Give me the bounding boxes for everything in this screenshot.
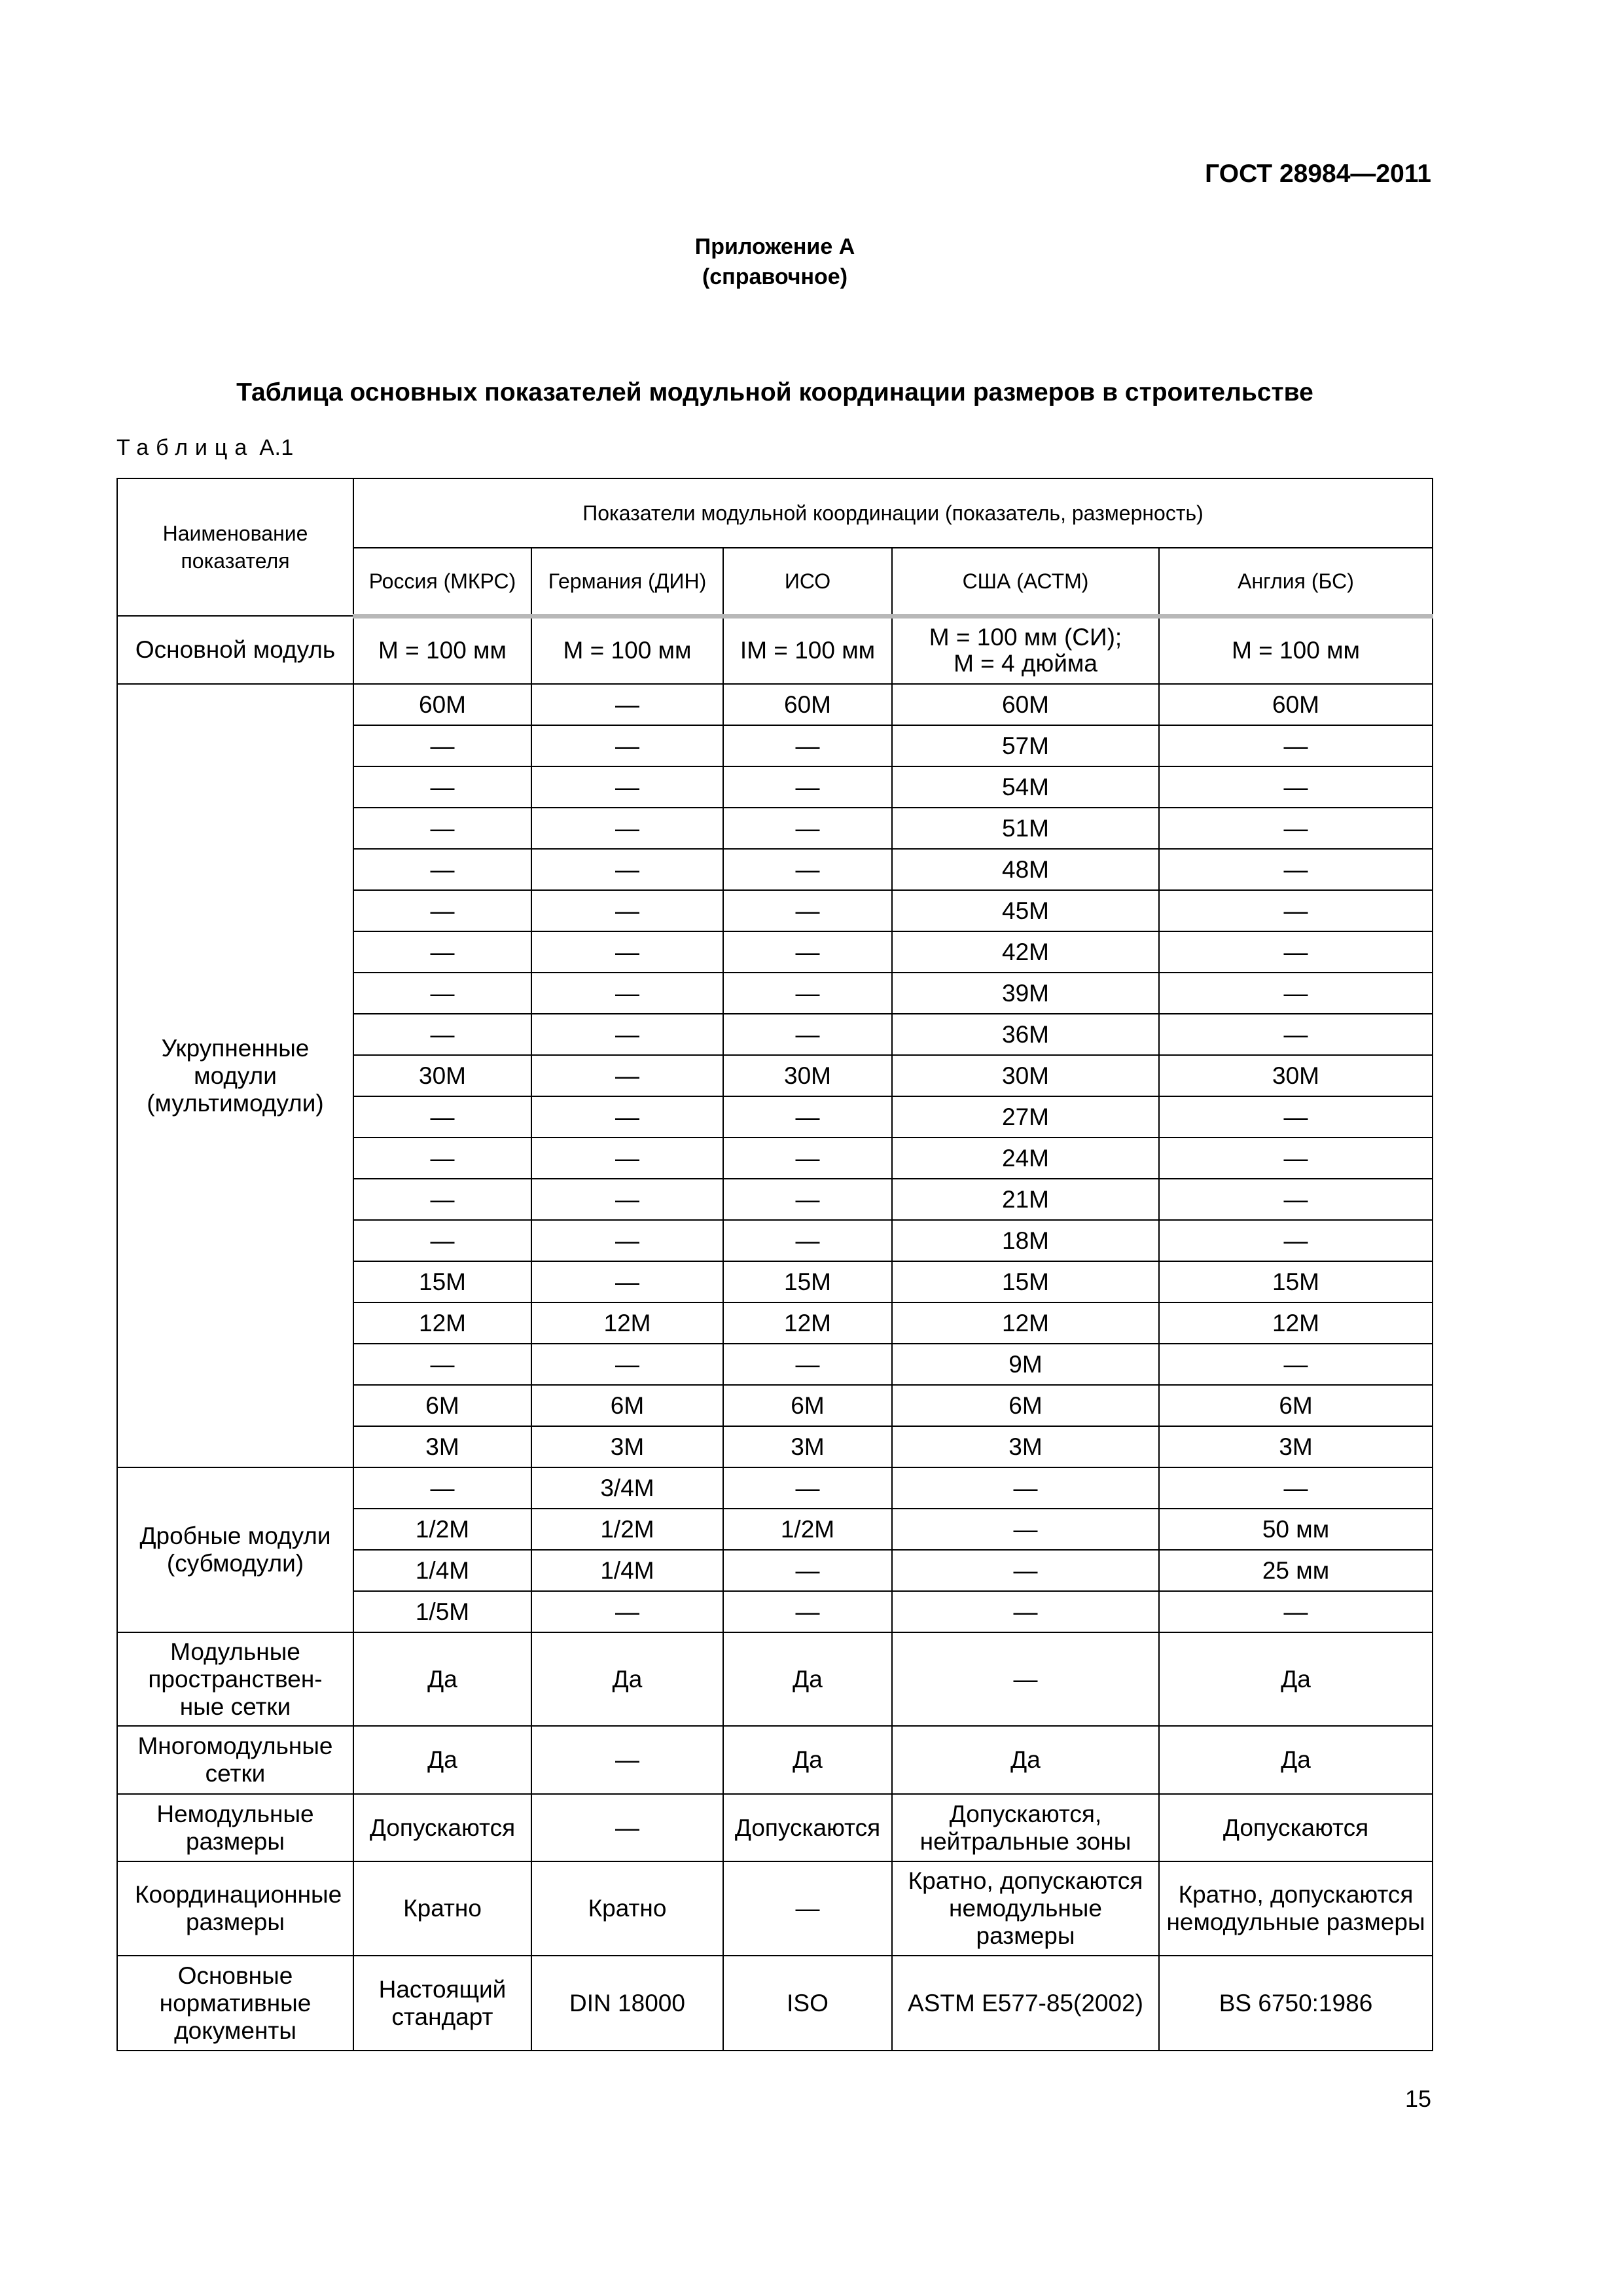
table-cell: —: [723, 1014, 892, 1055]
table-cell: —: [531, 1726, 723, 1794]
table-cell: 24М: [892, 1138, 1159, 1179]
table-cell: 1/4М: [353, 1550, 531, 1591]
header-row: [117, 478, 1433, 548]
table-cell: —: [1159, 849, 1433, 890]
table-cell: 12М: [1159, 1302, 1433, 1344]
table-cell: 18М: [892, 1220, 1159, 1261]
table-cell: —: [531, 684, 723, 725]
table-cell: Да: [723, 1632, 892, 1726]
table-cell: ISO: [723, 1956, 892, 2051]
table-cell: 57М: [892, 725, 1159, 766]
table-cell: —: [1159, 1344, 1433, 1385]
table-label-number: А.1: [259, 435, 294, 460]
table-cell: —: [1159, 1179, 1433, 1220]
table-cell: —: [1159, 973, 1433, 1014]
table-cell: —: [1159, 1138, 1433, 1179]
table-cell: М = 100 мм: [1159, 616, 1433, 684]
table-cell: —: [892, 1591, 1159, 1632]
table-cell: 48М: [892, 849, 1159, 890]
table-cell: —: [531, 1261, 723, 1302]
table-cell: IM = 100 мм: [723, 616, 892, 684]
row-label: Дробные модули (субмодули): [117, 1467, 353, 1632]
table-cell: —: [1159, 725, 1433, 766]
multimodule-row: [117, 684, 1433, 725]
table-cell: 54М: [892, 766, 1159, 808]
table-cell: —: [723, 808, 892, 849]
table-cell: 1/5М: [353, 1591, 531, 1632]
table-cell: —: [1159, 808, 1433, 849]
table-cell: 39М: [892, 973, 1159, 1014]
table-cell: —: [353, 808, 531, 849]
table-cell: —: [531, 1138, 723, 1179]
table-cell: 1/2М: [353, 1509, 531, 1550]
table-cell: 3М: [353, 1426, 531, 1467]
table-cell: —: [723, 890, 892, 931]
table-cell: 15М: [1159, 1261, 1433, 1302]
table-cell: —: [353, 1096, 531, 1138]
table-cell: Допускаются: [723, 1794, 892, 1861]
basic-module-row: [117, 616, 1433, 684]
submodule-row: [117, 1467, 1433, 1509]
table-cell: —: [353, 1344, 531, 1385]
table-cell: —: [892, 1550, 1159, 1591]
table-cell: —: [531, 849, 723, 890]
modular-coordination-table: [116, 478, 1433, 2051]
table-cell: —: [1159, 931, 1433, 973]
table-cell: Кратно, допускаются немодульные размеры: [892, 1861, 1159, 1956]
table-cell: 9М: [892, 1344, 1159, 1385]
table-cell: 60М: [1159, 684, 1433, 725]
table-cell: Кратно: [353, 1861, 531, 1956]
table-cell: —: [531, 1014, 723, 1055]
table-cell: 27М: [892, 1096, 1159, 1138]
table-cell: —: [353, 931, 531, 973]
table-cell: 60М: [353, 684, 531, 725]
table-cell: —: [353, 1220, 531, 1261]
table-cell: —: [723, 1550, 892, 1591]
table-cell: —: [353, 890, 531, 931]
table-cell: Кратно, допускаются немодульные размеры: [1159, 1861, 1433, 1956]
table-label-word: Таблица: [116, 435, 255, 460]
table-cell: BS 6750:1986: [1159, 1956, 1433, 2051]
table-title: Таблица основных показателей модульной координации размеров в строительстве: [236, 378, 1313, 406]
table-cell: М = 100 мм (СИ); М = 4 дюйма: [892, 616, 1159, 684]
table-cell: —: [531, 1220, 723, 1261]
table-cell: —: [531, 1055, 723, 1096]
column-header-germany: Германия (ДИН): [531, 548, 723, 616]
table-cell: 30М: [1159, 1055, 1433, 1096]
table-cell: Да: [892, 1726, 1159, 1794]
table-cell: Да: [1159, 1726, 1433, 1794]
table-cell: М = 100 мм: [531, 616, 723, 684]
table-cell: 12М: [892, 1302, 1159, 1344]
table-cell: Кратно: [531, 1861, 723, 1956]
table-cell: —: [531, 1096, 723, 1138]
table-cell: 42М: [892, 931, 1159, 973]
table-cell: —: [723, 725, 892, 766]
table-cell: 1/2М: [531, 1509, 723, 1550]
table-cell: 36М: [892, 1014, 1159, 1055]
column-header-usa: США (АСТМ): [892, 548, 1159, 616]
row-label: Многомодульные сетки: [117, 1726, 353, 1794]
table-cell: Да: [723, 1726, 892, 1794]
table-cell: 3М: [531, 1426, 723, 1467]
page-number: 15: [1404, 2085, 1431, 2112]
table-cell: —: [723, 1220, 892, 1261]
table-cell: 3/4М: [531, 1467, 723, 1509]
table-cell: —: [353, 973, 531, 1014]
row-label: Координационные размеры: [117, 1861, 353, 1956]
table-cell: —: [531, 808, 723, 849]
table-cell: Да: [353, 1632, 531, 1726]
table-cell: —: [1159, 890, 1433, 931]
table-cell: 3М: [892, 1426, 1159, 1467]
table-cell: 45М: [892, 890, 1159, 931]
table-cell: —: [892, 1632, 1159, 1726]
table-cell: —: [723, 973, 892, 1014]
property-row: [117, 1956, 1433, 2051]
table-cell: —: [531, 890, 723, 931]
row-label: Модульные пространствен-ные сетки: [117, 1632, 353, 1726]
table-cell: 51М: [892, 808, 1159, 849]
table-cell: 3М: [1159, 1426, 1433, 1467]
table-cell: 21М: [892, 1179, 1159, 1220]
table-cell: —: [531, 725, 723, 766]
table-cell: 60М: [892, 684, 1159, 725]
table-cell: Допускаются: [1159, 1794, 1433, 1861]
appendix-subtitle: (справочное): [702, 264, 848, 289]
table-cell: —: [531, 1591, 723, 1632]
table-cell: —: [353, 1014, 531, 1055]
row-label: Немодульные размеры: [117, 1794, 353, 1861]
column-header-iso: ИСО: [723, 548, 892, 616]
table-cell: 15М: [892, 1261, 1159, 1302]
property-row: [117, 1861, 1433, 1956]
table-cell: Да: [531, 1632, 723, 1726]
table-cell: —: [1159, 1591, 1433, 1632]
table-cell: —: [531, 1344, 723, 1385]
table-cell: 30М: [723, 1055, 892, 1096]
column-header-russia: Россия (МКРС): [353, 548, 531, 616]
column-header-england: Англия (БС): [1159, 548, 1433, 616]
table-cell: 12М: [353, 1302, 531, 1344]
table-cell: 6М: [723, 1385, 892, 1426]
row-label: Основной модуль: [117, 616, 353, 684]
table-cell: 1/2М: [723, 1509, 892, 1550]
name-column-header: Наименование показателя: [117, 478, 353, 616]
table-cell: DIN 18000: [531, 1956, 723, 2051]
table-cell: —: [1159, 766, 1433, 808]
table-cell: 15М: [353, 1261, 531, 1302]
table-cell: —: [1159, 1014, 1433, 1055]
table-cell: 25 мм: [1159, 1550, 1433, 1591]
table-cell: —: [723, 1861, 892, 1956]
table-cell: 3М: [723, 1426, 892, 1467]
table-cell: 50 мм: [1159, 1509, 1433, 1550]
table-cell: —: [723, 1467, 892, 1509]
row-label: Основные нормативные документы: [117, 1956, 353, 2051]
table-cell: —: [353, 725, 531, 766]
table-cell: Да: [1159, 1632, 1433, 1726]
table-cell: 6М: [1159, 1385, 1433, 1426]
table-cell: 12М: [723, 1302, 892, 1344]
property-row: [117, 1726, 1433, 1794]
table-cell: Допускаются, нейтральные зоны: [892, 1794, 1159, 1861]
table-cell: —: [892, 1467, 1159, 1509]
table-cell: 1/4М: [531, 1550, 723, 1591]
table-cell: —: [353, 766, 531, 808]
table-cell: —: [723, 1096, 892, 1138]
table-label: [116, 435, 294, 461]
table-cell: —: [723, 766, 892, 808]
table-cell: —: [531, 973, 723, 1014]
table-cell: ASTM E577-85(2002): [892, 1956, 1159, 2051]
table-cell: —: [723, 1591, 892, 1632]
indicators-group-header: Показатели модульной координации (показатель, размерность): [353, 478, 1433, 548]
table-cell: 6М: [353, 1385, 531, 1426]
table-cell: 6М: [892, 1385, 1159, 1426]
table-cell: 60М: [723, 684, 892, 725]
table-cell: —: [353, 1179, 531, 1220]
table-cell: 30М: [353, 1055, 531, 1096]
table-cell: М = 100 мм: [353, 616, 531, 684]
table-cell: —: [723, 1138, 892, 1179]
table-cell: Да: [353, 1726, 531, 1794]
table-cell: Настоящий стандарт: [353, 1956, 531, 2051]
table-cell: —: [531, 1179, 723, 1220]
table-cell: 12М: [531, 1302, 723, 1344]
table-cell: —: [892, 1509, 1159, 1550]
table-cell: —: [1159, 1220, 1433, 1261]
table-cell: —: [531, 931, 723, 973]
table-cell: —: [723, 849, 892, 890]
standard-designation: ГОСТ 28984—2011: [1205, 160, 1431, 188]
table-cell: —: [353, 849, 531, 890]
table-cell: —: [723, 931, 892, 973]
table-cell: —: [1159, 1467, 1433, 1509]
table-cell: —: [531, 1794, 723, 1861]
appendix-title: Приложение А: [694, 234, 855, 259]
table-cell: 15М: [723, 1261, 892, 1302]
table-cell: 30М: [892, 1055, 1159, 1096]
table-cell: —: [723, 1179, 892, 1220]
table-cell: —: [353, 1467, 531, 1509]
table-cell: 6М: [531, 1385, 723, 1426]
table-cell: —: [353, 1138, 531, 1179]
table-cell: —: [531, 766, 723, 808]
table-body: [117, 478, 1433, 2051]
property-row: [117, 1632, 1433, 1726]
table-cell: —: [1159, 1096, 1433, 1138]
property-row: [117, 1794, 1433, 1861]
table-cell: Допускаются: [353, 1794, 531, 1861]
row-label: Укрупненные модули (мультимодули): [117, 684, 353, 1467]
table-cell: —: [723, 1344, 892, 1385]
